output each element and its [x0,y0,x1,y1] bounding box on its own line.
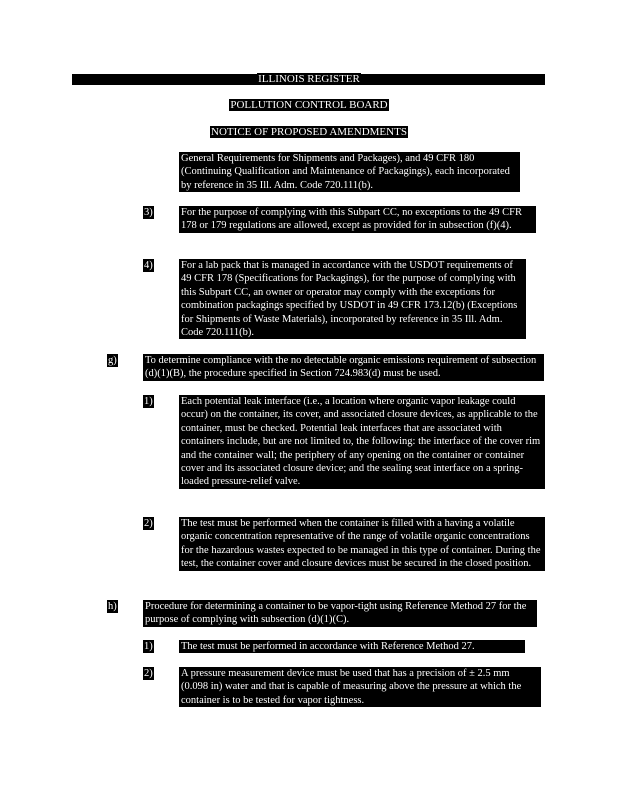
board-title: POLLUTION CONTROL BOARD [230,99,388,111]
item-3-label: 3) [144,207,153,218]
subsection-h-label: h) [108,601,117,612]
register-title: ILLINOIS REGISTER [258,73,360,85]
subsection-h-paragraph: Procedure for determining a container to be vapor-tight using Reference Method 27 for the purpose of complying with subsection (d)(1)(C). [143,600,537,627]
h-2-label: 2) [144,668,153,679]
h-1-paragraph: The test must be performed in accordance with Reference Method 27. [179,640,525,653]
continued-paragraph: General Requirements for Shipments and Packages), and 49 CFR 180 (Continuing Qualification and Maintenance of Packagings), each incorporated by reference in 35 Ill. Adm. Code 720.111(b). [179,152,520,192]
item-3-paragraph: For the purpose of complying with this Subpart CC, no exceptions to the 49 CFR 178 or 179 regulations are allowed, except as provided for in subsection (f)(4). [179,206,536,233]
item-4-label: 4) [144,260,153,271]
h-2-paragraph: A pressure measurement device must be used that has a precision of ± 2.5 mm (0.098 in) water and that is capable of measuring above the pressure at which the container is to be tested for vapor tightness. [179,667,541,707]
g-2-paragraph: The test must be performed when the container is filled with a having a volatile organic concentration representative of the range of volatile organic concentrations for the hazardous wastes expected to be managed in this type of container. During the test, the container cover and closure devices must be secured in the closed position. [179,517,545,571]
subsection-g-paragraph: To determine compliance with the no detectable organic emissions requirement of subsection (d)(1)(B), the procedure specified in Section 724.983(d) must be used. [143,354,544,381]
item-4-paragraph: For a lab pack that is managed in accordance with the USDOT requirements of 49 CFR 178 (Specifications for Packagings), for the purpose of complying with this Subpart CC, an owner or operator may comply with the exceptions for combination packagings specified by USDOT in 49 CFR 173.12(b) (Exceptions for Shipments of Waste Materials), incorporated by reference in 35 Ill. Adm. Code 720.111(b). [179,259,526,339]
h-1-label: 1) [144,641,153,652]
subsection-g-label: g) [108,355,117,366]
g-2-label: 2) [144,518,153,529]
g-1-paragraph: Each potential leak interface (i.e., a location where organic vapor leakage could occur) on the container, its cover, and associated closure devices, as applicable to the container, must be checked. Potential leak interfaces that are associated with containers include, but are not limited to, the following: the interface of the cover rim and the container wall; the periphery of any opening on the container or container cover and its associated closure device; and the sealing seat interface on a spring-loaded pressure-relief valve. [179,395,545,489]
g-1-label: 1) [144,396,153,407]
notice-title: NOTICE OF PROPOSED AMENDMENTS [211,126,407,138]
